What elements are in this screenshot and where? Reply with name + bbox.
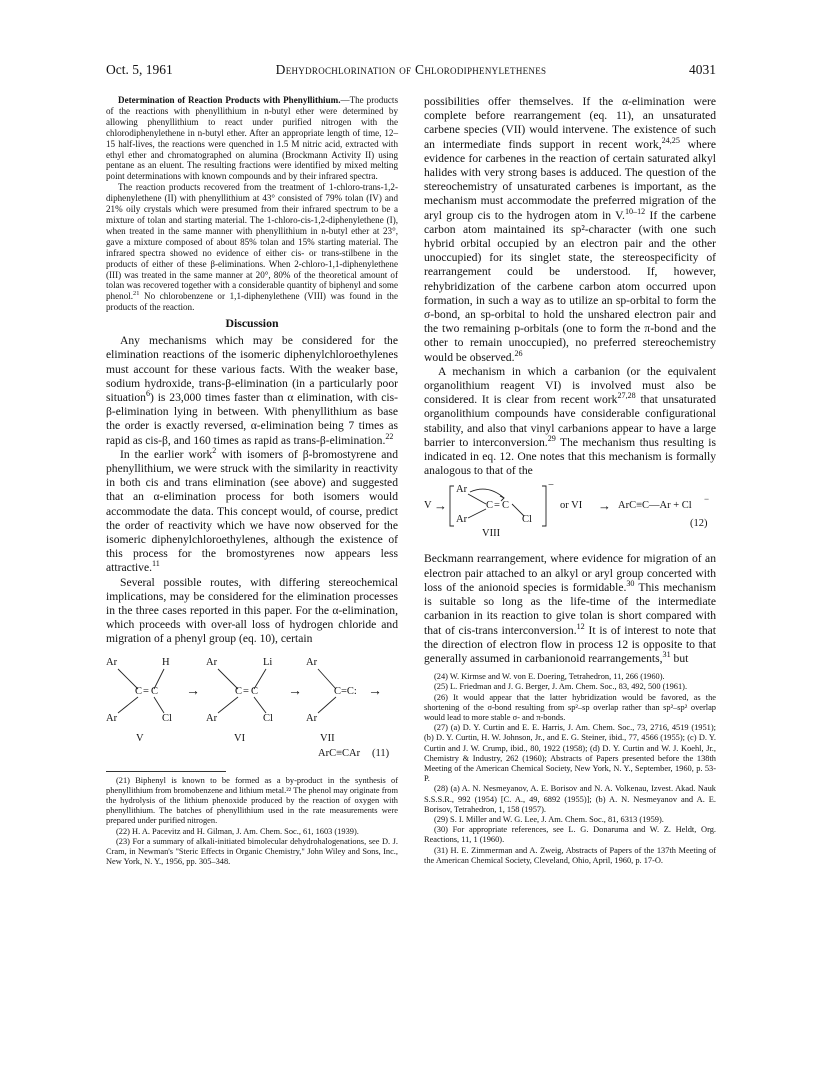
eq10-arrow-1: → bbox=[186, 683, 200, 699]
right-p1: possibilities offer themselves. If the α-elimination were complete before rearrangement (eq. 11), an unsaturated carbene species (VII) would intervene. The existence of such an intermediate finds support in recent work, bbox=[424, 95, 716, 151]
eq12-ar-2: Ar bbox=[456, 514, 468, 526]
right-column bbox=[424, 95, 716, 866]
ref-22: 22 bbox=[385, 431, 394, 441]
eq10-cl-1: Cl bbox=[162, 712, 172, 724]
running-header bbox=[106, 62, 716, 80]
discussion-heading: Discussion bbox=[225, 316, 279, 331]
ref-21: 21 bbox=[133, 290, 140, 298]
eq12-product: ArC≡C—Ar + Cl bbox=[618, 500, 692, 512]
ref-31: 31 bbox=[662, 650, 671, 660]
eq10-double-bond-2: = bbox=[243, 685, 249, 697]
header-title: Dehydrochlorination of Chlorodiphenylethenes bbox=[275, 62, 547, 77]
ref-2: 2 bbox=[212, 445, 217, 455]
footnote-22: (22) H. A. Pacevitz and H. Gilman, J. Am. Chem. Soc., 61, 1603 (1939). bbox=[116, 826, 359, 836]
footnote-26: (26) It would appear that the latter hybridization would be favored, as the shortening of the σ-bond resulting from sp²–sp overlap rather than sp²–sp² overlap would lead to more stable σ- and π-bonds. bbox=[424, 692, 716, 722]
eq10-li: Li bbox=[263, 656, 273, 668]
eq10-cl-2: Cl bbox=[263, 712, 273, 724]
eq10-ar-6: Ar bbox=[306, 712, 318, 724]
equation-10-bonds bbox=[106, 651, 398, 761]
right-footnotes bbox=[424, 672, 716, 866]
eq10-label-vii: VII bbox=[320, 732, 335, 744]
eq10-ar-2: Ar bbox=[106, 712, 118, 724]
eq12-cl: Cl bbox=[522, 514, 532, 526]
ref-12: 12 bbox=[576, 621, 585, 631]
eq12-number: (12) bbox=[690, 518, 708, 530]
eq10-h: H bbox=[162, 656, 170, 668]
eq10-arrow-2: → bbox=[288, 683, 302, 699]
exp-paragraph-1: —The products of the reactions with phenyllithium in n-butyl ether were determined by allowing phenyllithium to react under purified nitrogen with the chlorodiphenylethene in n-butyl ether. After an appropriate length of time, 12–15 half-lives, the reactions were quenched in 1.5 M nitric acid, extracted with ethyl ether and chromatographed on alumina (Brockmann Activity II) using pentane as an eluent. The resulting fractions were identified by mixed melting point determinations with known compounds and by their infrared spectra. bbox=[106, 95, 398, 182]
eq10-ar-3: Ar bbox=[206, 656, 218, 668]
eq10-ar-4: Ar bbox=[206, 712, 218, 724]
ref-24-25: 24,25 bbox=[661, 135, 680, 145]
eq12-label-viii: VIII bbox=[482, 528, 501, 540]
eq10-c3: C bbox=[235, 685, 243, 697]
eq10-c4: C bbox=[251, 685, 259, 697]
footnote-rule bbox=[106, 771, 226, 772]
eq12-or-vi: or VI bbox=[560, 500, 583, 512]
left-column bbox=[106, 95, 398, 867]
eq10-label-v: V bbox=[136, 732, 144, 744]
right-p2-tail: The mechanism thus resulting is indicated in eq. 12. One notes that this mechanism is formally analogous to that of the bbox=[424, 435, 716, 478]
right-body-2 bbox=[424, 552, 716, 666]
discussion-p1: Any mechanisms which may be considered for the elimination reactions of the isomeric diphenylchloroethylenes must account for these various facts. With the weaker base, sodium hydroxide, trans-β-elimination (in a particularly poor situation bbox=[106, 334, 398, 404]
discussion-p3: Several possible routes, with differing stereochemical implications, may be considered for the elimination processes in the three cases reported in this paper. For the α-elimination, which proceeds with over-all loss of hydrogen chloride and migration of a phenyl group (eq. 10), certain bbox=[106, 575, 398, 646]
ref-30: 30 bbox=[626, 579, 635, 589]
footnote-23: (23) For a summary of alkali-initiated bimolecular dehydrohalogenations, see D. J. Cram, in Newman's "Steric Effects in Organic Chemistry," John Wiley and Sons, Inc., New York, N. Y., 1956, pp. 305–348. bbox=[106, 836, 398, 867]
discussion-p2-mid: with isomers of β-bromostyrene and phenyllithium, we were struck with the similarity in reactivity in both cis and trans elimination (see above) and suggested that an α-elimination process for both isomers would accommodate the data. This concept would, of course, predict the order of reactivity which we have now observed for the isomeric diphenylchloroethylenes, although the existence of this process for the bromostyrenes now appears less attractive. bbox=[106, 447, 399, 575]
eq10-ar-1: Ar bbox=[106, 656, 118, 668]
ref-11: 11 bbox=[152, 559, 160, 569]
right-p3-mid: This mechanism is suitable so long as the life-time of the intermediate carbanion in its reaction to give tolan is short compared with that of cis-trans interconversion. bbox=[424, 580, 717, 637]
ref-10-12: 10–12 bbox=[624, 206, 646, 216]
eq12-ar-1: Ar bbox=[456, 484, 468, 496]
eq10-c1: C bbox=[135, 685, 143, 697]
ref-29: 29 bbox=[547, 434, 556, 444]
eq12-double-bond: = bbox=[494, 500, 500, 512]
footnote-21: (21) Biphenyl is known to be formed as a by-product in the synthesis of phenyllithium from bromobenzene and lithium metal.²² The phenol may originate from the hydrolysis of the lithium phenoxide produced by the reaction of oxygen with phenyllithium. The batches of phenyllithium used in the rate measurements were prepared under purified nitrogen. bbox=[106, 775, 398, 826]
page-number: 4031 bbox=[689, 62, 716, 77]
eq12-arrow-1: → bbox=[434, 498, 447, 514]
right-p3-end: but bbox=[670, 651, 689, 665]
right-body-1 bbox=[424, 95, 716, 478]
discussion-p2: In the earlier work bbox=[120, 447, 213, 461]
equation-12-bonds bbox=[424, 482, 716, 542]
eq10-double-bond-1: = bbox=[143, 685, 149, 697]
eq12-arrow-2: → bbox=[598, 498, 611, 514]
footnote-27: (27) (a) D. Y. Curtin and E. E. Harris, J. Am. Chem. Soc., 73, 2716, 4519 (1951); (b) D. Y. Curtin, H. W. Johnson, Jr., and E. G. Steiner, ibid., 77, 4566 (1955); (c) D. Y. Curtin and J. W. Crump, ibid., 80, 1922 (1958); (d) D. Y. Curtin and W. J. Koehl, Jr., Chemistry & Industry, 262 (1960); Abstracts of Papers presented before the 138th Meeting of the American Chemical Society, New York, N. Y., September, 1960, p. 53-P. bbox=[424, 723, 716, 784]
eq12-v: V bbox=[424, 500, 432, 512]
eq12-charge: − bbox=[548, 480, 554, 492]
exp-paragraph-2-tail: No chlorobenzene or 1,1-diphenylethene (VIII) was found in the products of the reaction. bbox=[106, 291, 398, 313]
right-p2-mid: that unsaturated organolithium compounds have considerable configurational stability, and also that vinyl carbanions appear to have a large barrier to interconversion. bbox=[424, 393, 716, 449]
eq10-ar-5: Ar bbox=[306, 656, 318, 668]
header-date: Oct. 5, 1961 bbox=[106, 62, 173, 77]
exp-paragraph-2: The reaction products recovered from the treatment of 1-chloro-trans-1,2-diphenylethene (II) with phenyllithium at 43° consisted of 79% tolan (IV) and 21% oily crystals which were presumed from their infrared spectrum to be a mixture of tolan and starting material. The 1-chloro-cis-1,2-diphenylethene (I), when treated in the same manner with phenyllithium in n-butyl ether at 23°, gave a mixture composed of about 85% tolan and 15% starting material. The infrared spectra showed no evidence of either cis- or trans-stilbene in the products of either of these β-eliminations. When 2-chloro-1,1-diphenylethene (III) was treated in the same manner at 20°, 80% of the theoretical amount of tolan was recovered together with a considerable quantity of biphenyl and some phenol. bbox=[106, 182, 398, 302]
right-p1-mid: where evidence for carbenes in the reaction of certain saturated alkyl halides with very strong bases is adduced. The question of the stereochemistry of unsaturated carbenes is important, as the mechanism must accommodate the preferred migration of the aryl group cis to the hydrogen atom in V. bbox=[424, 137, 716, 222]
eq10-number: (11) bbox=[372, 747, 390, 759]
footnote-31: (31) H. E. Zimmerman and A. Zweig, Abstracts of Papers of the 137th Meeting of the American Chemical Society, Cleveland, Ohio, April, 1960, p. 17-O. bbox=[424, 845, 716, 865]
eq12-cl-charge: − bbox=[704, 494, 710, 505]
eq10-carbene: C=C: bbox=[334, 685, 357, 697]
footnote-30: (30) For appropriate references, see L. G. Donaruma and W. Z. Heldt, Org. Reactions, 11, 1 (1960). bbox=[424, 825, 716, 845]
right-p2: A mechanism in which a carbanion (or the equivalent organolithium reagent VI) is involved must also be considered. It is clear from recent work bbox=[424, 364, 716, 407]
footnote-29: (29) S. I. Miller and W. G. Lee, J. Am. Chem. Soc., 81, 6313 (1959). bbox=[434, 814, 664, 824]
footnote-28: (28) (a) A. N. Nesmeyanov, A. E. Borisov and N. A. Volkenau, Izvest. Akad. Nauk S.S.S.R., 992 (1954) [C. A., 49, 6892 (1955)]; (b) A. N. Nesmeyanov and A. E. Borisov, Tetrahedron, 1, 158 (1957). bbox=[424, 784, 716, 814]
ref-6: 6 bbox=[145, 389, 150, 399]
eq10-arrow-3: → bbox=[368, 683, 382, 699]
experimental-section bbox=[106, 95, 398, 313]
right-p3-tail: It is of interest to note that the direction of electron flow in process 12 is opposite to that generally assumed in carbanionoid rearrangements, bbox=[424, 623, 717, 665]
eq12-c2: C bbox=[502, 500, 510, 512]
discussion-p1-mid: ) is 23,000 times faster than α elimination, with cis-β-elimination lying in between. With phenyllithium as base the order is exactly reversed, α-elimination being 7 times as rapid as cis-β, and 160 times as rapid as trans-β-elimination. bbox=[106, 390, 398, 447]
discussion-text bbox=[106, 334, 398, 646]
section-title: Determination of Reaction Products with Phenyllithium. bbox=[118, 95, 341, 105]
footnote-24: (24) W. Kirmse and W. von E. Doering, Tetrahedron, 11, 266 (1960). bbox=[434, 672, 665, 682]
equation-10 bbox=[106, 651, 398, 761]
eq10-product-tolan: ArC≡CAr bbox=[318, 747, 361, 759]
ref-27-28: 27,28 bbox=[617, 391, 636, 401]
footnote-25: (25) L. Friedman and J. G. Berger, J. Am. Chem. Soc., 83, 492, 500 (1961). bbox=[434, 682, 688, 692]
eq10-label-vi: VI bbox=[234, 732, 246, 744]
eq10-c2: C bbox=[151, 685, 159, 697]
ref-26: 26 bbox=[514, 348, 523, 358]
eq12-c1: C bbox=[486, 500, 494, 512]
left-footnotes bbox=[106, 776, 398, 868]
right-p1-tail: If the carbene carbon atom maintained its sp²-character (with one such hybrid orbital occupied by an electron pair and the other unoccupied) for its singlet state, the stereospecificity of rearrangement could be understood. If, however, rehybridization of the carbene carbon atom occurred upon formation, in such a way as to utilize an sp-orbital to form the σ-bond, an sp-orbital to hold the unshared electron pair and the two remaining p-orbitals (one to form the π-bond and the other to remain unoccupied), no preferred stereochemistry would be observed. bbox=[424, 208, 716, 364]
equation-12 bbox=[424, 482, 716, 542]
right-p3: Beckmann rearrangement, where evidence for migration of an electron pair attached to an alkyl or aryl group concerted with loss of the anionoid species is formidable. bbox=[424, 552, 716, 594]
